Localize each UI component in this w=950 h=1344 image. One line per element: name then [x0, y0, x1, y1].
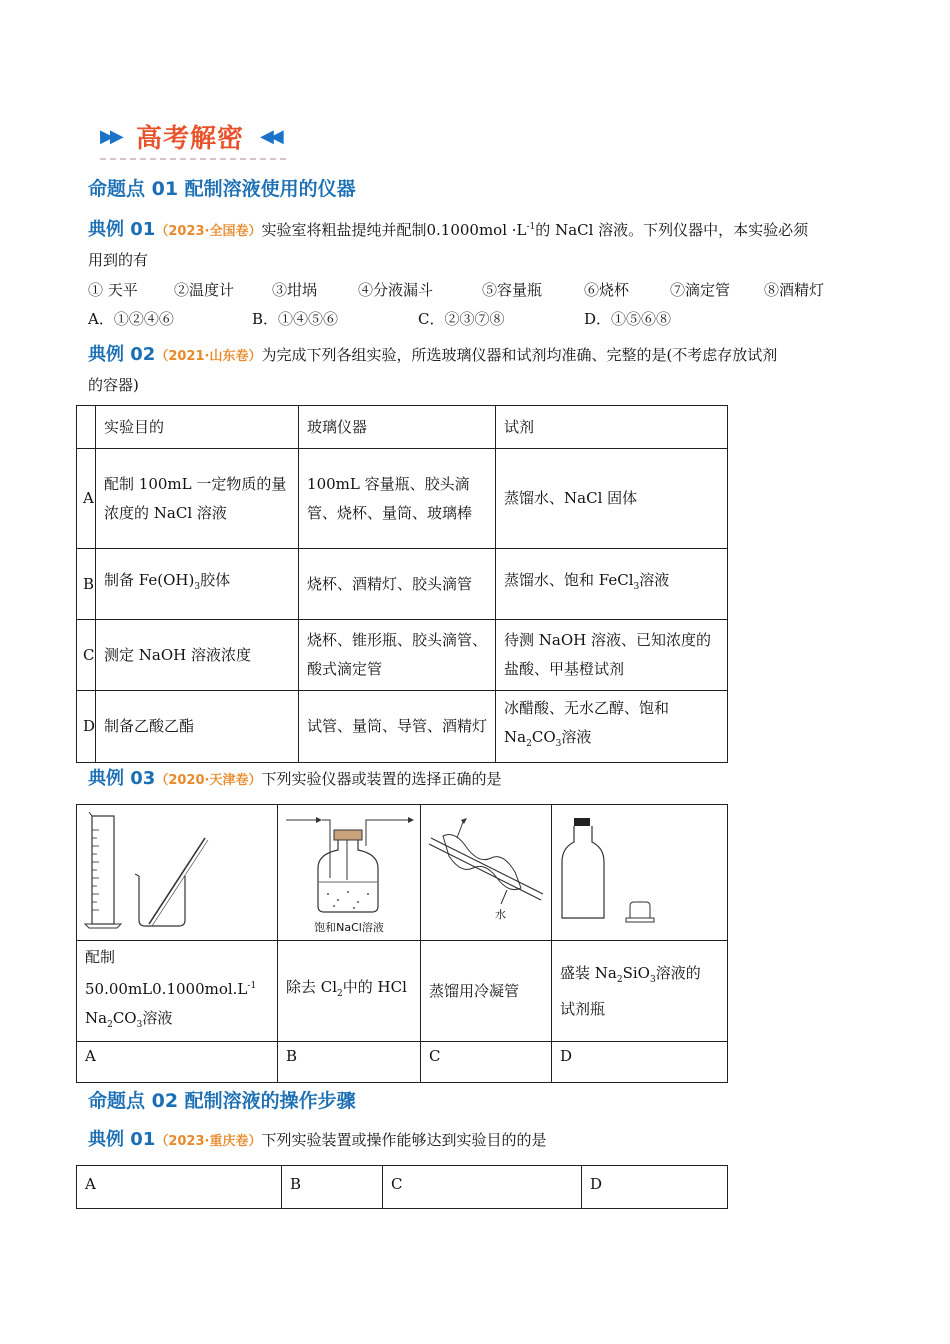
row-key: D: [77, 691, 96, 763]
example-source: （2020·天津卷）: [155, 773, 262, 788]
instrument-list: [88, 276, 824, 305]
image-row: [77, 805, 728, 941]
row-key: C: [77, 620, 96, 691]
reagent-cell: 待测 NaOH 溶液、已知浓度的盐酸、甲基橙试剂: [496, 620, 728, 691]
option-row: [77, 1042, 728, 1083]
example-2: [88, 340, 868, 400]
table-row: [77, 620, 728, 691]
example-source: （2023·全国卷）: [155, 224, 262, 239]
subscript: 3: [633, 582, 640, 592]
question-text: 下列实验装置或操作能够达到实验目的的是: [261, 1131, 547, 1149]
glassware-cell: 100mL 容量瓶、胶头滴管、烧杯、量筒、玻璃棒: [299, 449, 496, 549]
description-b: [278, 941, 421, 1042]
text: 除去 Cl: [286, 978, 338, 996]
superscript: -1: [247, 980, 257, 991]
list-item: ⑤容量瓶: [482, 281, 543, 299]
row-key: A: [77, 449, 96, 549]
image-cell-d: [552, 805, 728, 941]
text: SiO: [622, 963, 650, 982]
text: 溶液的: [655, 963, 701, 982]
description-c: 蒸馏用冷凝管: [421, 941, 552, 1042]
section-title-2: 命题点 02 配制溶液的操作步骤: [88, 1090, 356, 1112]
subscript: 2: [526, 739, 532, 749]
example-label: 典例 02: [88, 344, 156, 365]
gas-washing-bottle-image: [278, 806, 420, 940]
option-c[interactable]: C: [383, 1166, 582, 1209]
banner-title: 高考解密: [136, 124, 245, 154]
question-text: 的 NaCl 溶液。下列仪器中，本实验必须: [535, 221, 809, 239]
description-row: [77, 941, 728, 1042]
column-header: 试剂: [496, 406, 728, 449]
condenser-image: [421, 806, 551, 940]
text: 溶液: [639, 571, 670, 589]
list-item: ②温度计: [174, 281, 235, 299]
table-header-row: [77, 406, 728, 449]
options-table: [76, 1165, 728, 1209]
image-cell-a: [77, 805, 278, 941]
option-b[interactable]: B: [278, 1042, 421, 1083]
glassware-cell: 试管、量筒、导管、酒精灯: [299, 691, 496, 763]
section-banner: [100, 118, 290, 162]
reagent-cell: [496, 549, 728, 620]
image-cell-c: [421, 805, 552, 941]
subscript: 2: [107, 1019, 113, 1030]
list-item: ① 天平: [88, 281, 138, 299]
option-d[interactable]: D: [552, 1042, 728, 1083]
purpose-cell: 配制 100mL 一定物质的量浓度的 NaCl 溶液: [96, 449, 299, 549]
list-item: ④分液漏斗: [358, 281, 434, 299]
example-source: （2021·山东卷）: [155, 349, 262, 364]
list-item: ⑥烧杯: [584, 281, 630, 299]
table-cell: [77, 406, 96, 449]
double-arrow-right-icon: ▶▶: [100, 126, 120, 147]
column-header: 实验目的: [96, 406, 299, 449]
text: Na: [504, 728, 527, 746]
text: 溶液: [142, 1008, 173, 1027]
example-label: 典例 01: [88, 219, 156, 240]
section-title-1: 命题点 01 配制溶液使用的仪器: [88, 178, 356, 200]
option-c[interactable]: C: [421, 1042, 552, 1083]
question-text: 用到的有: [88, 251, 149, 269]
text: 冰醋酸、无水乙醇、饱和: [504, 699, 670, 717]
text: Na: [85, 1008, 108, 1027]
concentration: 0.1000mol ·L: [426, 221, 527, 239]
glassware-cell: 烧杯、锥形瓶、胶头滴管、酸式滴定管: [299, 620, 496, 691]
description-a: [77, 941, 278, 1042]
subscript: 3: [649, 974, 656, 985]
experiment-table: [76, 405, 728, 763]
row-key: B: [77, 549, 96, 620]
graduated-cylinder-beaker-image: [77, 806, 277, 940]
double-arrow-left-icon: ◀◀: [260, 126, 280, 147]
table-row: [77, 549, 728, 620]
subscript: 2: [337, 989, 343, 999]
text: 胶体: [200, 571, 231, 589]
text: 盛装 Na: [560, 963, 617, 982]
list-item: ⑧酒精灯: [764, 281, 825, 299]
image-cell-b: [278, 805, 421, 941]
choice-c[interactable]: C．②③⑦⑧: [418, 310, 505, 328]
option-a[interactable]: A: [77, 1166, 282, 1209]
glassware-cell: 烧杯、酒精灯、胶头滴管: [299, 549, 496, 620]
reagent-cell: [496, 691, 728, 763]
subscript: 3: [194, 582, 201, 592]
example-3: [88, 764, 868, 795]
purpose-cell: 测定 NaOH 溶液浓度: [96, 620, 299, 691]
water-label: 水: [495, 907, 506, 921]
option-b[interactable]: B: [282, 1166, 383, 1209]
choice-d[interactable]: D．①⑤⑥⑧: [584, 310, 672, 328]
table-row: [77, 691, 728, 763]
option-d[interactable]: D: [582, 1166, 728, 1209]
text: 溶液: [561, 728, 592, 746]
description-d: [552, 941, 728, 1042]
reagent-bottle-image: [552, 806, 726, 940]
question-text: 实验室将粗盐提纯并配制: [261, 221, 427, 239]
purpose-cell: [96, 549, 299, 620]
choice-b[interactable]: B．①④⑤⑥: [252, 310, 339, 328]
question-text: 为完成下列各组实验，所选玻璃仪器和试剂均准确、完整的是(不考虑存放试剂: [261, 346, 778, 364]
superscript: -1: [526, 222, 536, 232]
table-row: [77, 449, 728, 549]
column-header: 玻璃仪器: [299, 406, 496, 449]
subscript: 2: [616, 974, 623, 985]
example-label: 典例 03: [88, 768, 156, 789]
subscript: 3: [136, 1019, 143, 1030]
list-item: ③坩埚: [272, 281, 318, 299]
text: 蒸馏水、饱和 FeCl: [504, 571, 634, 589]
list-item: ⑦滴定管: [670, 281, 731, 299]
answer-choices: [88, 305, 671, 334]
text: CO: [531, 728, 556, 746]
apparatus-table: [76, 804, 728, 1083]
example-label: 典例 01: [88, 1129, 156, 1150]
option-a[interactable]: A: [77, 1042, 278, 1083]
option-row: [77, 1166, 728, 1209]
example-4: [88, 1125, 868, 1156]
purpose-cell: 制备乙酸乙酯: [96, 691, 299, 763]
text: CO: [112, 1008, 137, 1027]
example-1: [88, 213, 868, 275]
banner-underline: [100, 158, 286, 160]
text: 50.00mL0.1000mol.L: [85, 979, 248, 998]
bottle-caption: 饱和NaCl溶液: [314, 920, 384, 934]
text: 中的 HCl: [342, 978, 407, 996]
text: 制备 Fe(OH): [104, 571, 195, 589]
reagent-cell: 蒸馏水、NaCl 固体: [496, 449, 728, 549]
question-text: 下列实验仪器或装置的选择正确的是: [261, 770, 502, 788]
subscript: 3: [555, 739, 562, 749]
choice-a[interactable]: A．①②④⑥: [88, 310, 174, 328]
text: 试剂瓶: [560, 999, 606, 1018]
text: 配制: [85, 947, 116, 966]
example-source: （2023·重庆卷）: [155, 1134, 262, 1149]
question-text: 的容器): [88, 376, 139, 394]
